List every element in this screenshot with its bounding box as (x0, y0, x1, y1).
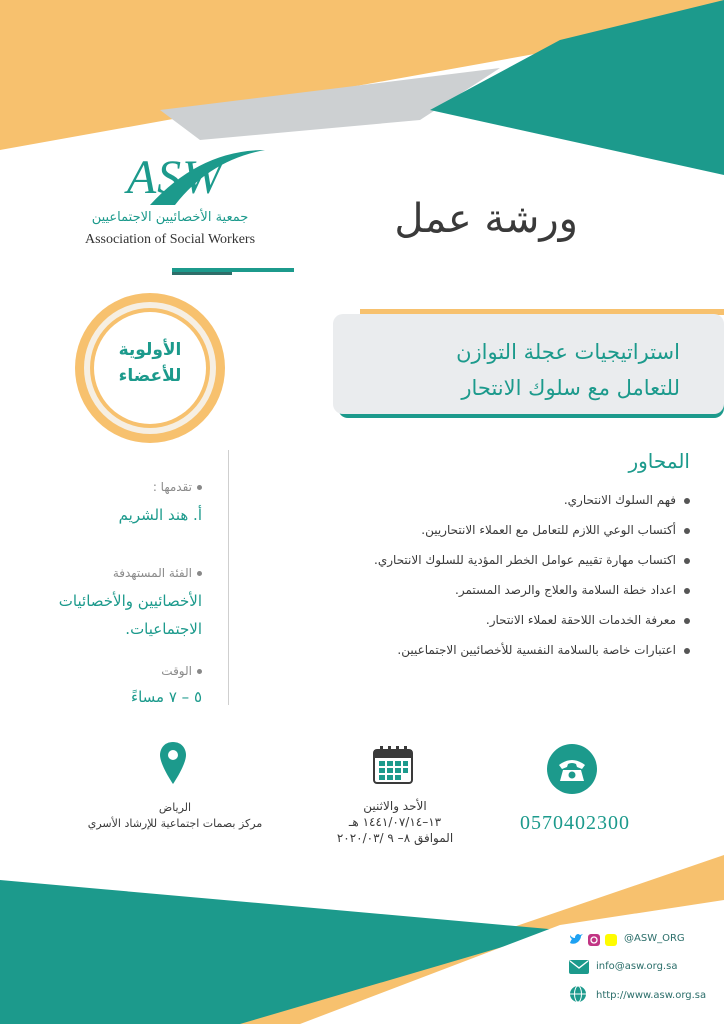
bullet-icon (197, 571, 202, 576)
phone-number: 0570402300 (520, 812, 630, 834)
axes-title: المحاور (628, 449, 690, 473)
email-icon (569, 960, 589, 974)
axes-list (270, 490, 690, 670)
location-info (60, 800, 290, 832)
location-pin-icon (158, 740, 188, 786)
presenter-label: تقدمها : (153, 480, 202, 494)
workshop-title (350, 334, 680, 406)
logo-underline-gray (172, 272, 232, 275)
twitter-icon (570, 934, 583, 944)
date-hijri: ١٣–١٤٤١/٠٧/١٤ هـ (348, 815, 442, 829)
presenter-name: أ. هند الشريم (118, 506, 202, 524)
list-item: اكتساب مهارة تقييم عوامل الخطر المؤدية للسلوك الانتحاري. (270, 550, 690, 580)
bullet-icon (684, 588, 690, 594)
logo-letters: ASW (126, 151, 224, 204)
email-link[interactable]: info@asw.org.sa (596, 961, 678, 972)
bullet-icon (684, 498, 690, 504)
location-place: مركز بصمات اجتماعية للإرشاد الأسري (87, 817, 263, 830)
snapchat-icon (605, 934, 617, 946)
location-city: الرياض (158, 801, 192, 814)
list-item: فهم السلوك الانتحاري. (270, 490, 690, 520)
bullet-icon (684, 648, 690, 654)
social-icons (569, 932, 619, 951)
social-icons-group (569, 933, 619, 947)
org-name-en: Association of Social Workers (84, 232, 256, 247)
audience-label: الفئة المستهدفة (113, 566, 202, 580)
page-title: ورشة عمل (394, 196, 578, 242)
divider (228, 450, 229, 705)
priority-badge (85, 337, 215, 389)
time-label: الوقت (161, 664, 202, 678)
bullet-icon (684, 528, 690, 534)
social-handle[interactable]: @ASW_ORG (624, 933, 685, 944)
badge-line1: الأولوية (118, 340, 182, 360)
list-item: اعتبارات خاصة بالسلامة النفسية للأخصائيين الاجتماعيين. (270, 640, 690, 670)
bullet-icon (197, 669, 202, 674)
badge-line2: للأعضاء (118, 366, 182, 386)
audience-line1: الأخصائيين والأخصائيات (58, 592, 202, 610)
logo-underline-teal (172, 268, 294, 272)
audience-line2: الاجتماعيات. (125, 620, 202, 638)
date-days: الأحد والاثنين (363, 799, 427, 813)
calendar-icon (372, 745, 414, 785)
globe-icon (569, 985, 587, 1003)
workshop-title-line1: استراتيجيات عجلة التوازن (456, 340, 680, 364)
date-gregorian: الموافق ٨– ٩ /٢٠٢٠/٠٣ (336, 831, 454, 845)
bullet-icon (684, 618, 690, 624)
list-item: اعداد خطة السلامة والعلاج والرصد المستمر. (270, 580, 690, 610)
instagram-icon (588, 934, 600, 946)
workshop-title-line2: للتعامل مع سلوك الانتحار (461, 376, 680, 400)
phone-icon (546, 743, 598, 795)
org-name-ar: جمعية الأخصائيين الاجتماعيين (91, 210, 249, 225)
bullet-icon (197, 485, 202, 490)
time-value: ٥ – ٧ مساءً (131, 688, 202, 706)
date-info (300, 798, 490, 846)
logo (95, 150, 255, 205)
list-item: معرفة الخدمات اللاحقة لعملاء الانتحار. (270, 610, 690, 640)
bullet-icon (684, 558, 690, 564)
website-link[interactable]: http://www.asw.org.sa (596, 990, 707, 1001)
list-item: أكتساب الوعي اللازم للتعامل مع العملاء الانتحاريين. (270, 520, 690, 550)
